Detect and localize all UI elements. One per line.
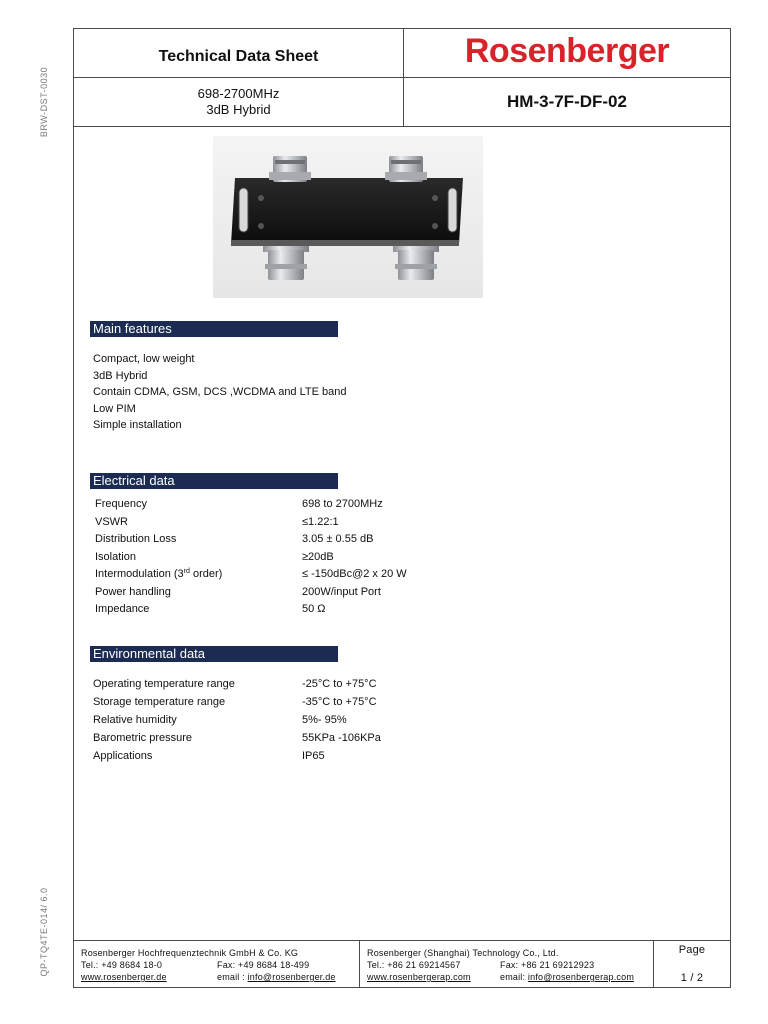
row-label: Applications: [93, 750, 153, 762]
row-label: Distribution Loss: [95, 533, 177, 545]
website-link[interactable]: www.rosenbergerap.com: [367, 972, 471, 982]
row-label: Frequency: [95, 498, 147, 510]
email-link[interactable]: info@rosenbergerap.com: [527, 972, 635, 982]
document-code-bottom: QP-TQ4TE-014/ 6.0: [39, 887, 49, 977]
feature-item: Compact, low weight: [93, 353, 195, 365]
web-line: [367, 971, 653, 983]
feature-item: Contain CDMA, GSM, DCS ,WCDMA and LTE band: [93, 386, 347, 398]
frequency-range: 698-2700MHz: [197, 86, 280, 101]
row-value: -35°C to +75°C: [302, 696, 377, 708]
row-label: Relative humidity: [93, 714, 177, 726]
row-value: -25°C to +75°C: [302, 678, 377, 690]
row-label: [95, 566, 222, 584]
feature-item: Low PIM: [93, 402, 136, 415]
email-link[interactable]: info@rosenberger.de: [247, 972, 336, 982]
email-label: email:: [500, 972, 528, 982]
row-label: Barometric pressure: [93, 732, 193, 744]
telephone: Tel.: +49 8684 18-0: [81, 960, 163, 970]
row-value: 200W/input Port: [302, 585, 381, 598]
company-name: Rosenberger Hochfrequenztechnik GmbH & Co. KG: [81, 948, 299, 958]
row-label: Operating temperature range: [93, 678, 235, 690]
email-line: [500, 971, 634, 983]
web-line: [81, 971, 359, 983]
row-value: 5%- 95%: [302, 714, 347, 726]
electrical-data-heading: Electrical data: [90, 473, 338, 489]
row-value: 50 Ω: [302, 603, 326, 615]
sheet-header: [74, 29, 730, 127]
sheet-footer: [74, 940, 730, 988]
feature-item: 3dB Hybrid: [93, 369, 148, 382]
row-label: Storage temperature range: [93, 696, 226, 708]
row-label: Power handling: [95, 585, 171, 598]
hybrid-coupler-photo: [213, 136, 483, 298]
page-number: 1 / 2: [680, 972, 704, 984]
label-text: Intermodulation (3: [95, 568, 184, 580]
footer-china: [360, 941, 654, 988]
email-label: email :: [217, 972, 248, 982]
company-name: Rosenberger (Shanghai) Technology Co., Ltd.: [367, 948, 559, 958]
telephone: Tel.: +86 21 69214567: [367, 960, 461, 970]
row-value: ≥20dB: [302, 550, 334, 563]
row-value: 698 to 2700MHz: [302, 498, 383, 510]
label-text: order): [189, 568, 223, 580]
environmental-data-heading: Environmental data: [90, 646, 338, 662]
footer-germany: [74, 941, 360, 988]
main-features-heading: Main features: [90, 321, 338, 337]
fax: Fax: +49 8684 18-499: [217, 960, 310, 970]
contact-line: [81, 959, 359, 971]
product-type: 3dB Hybrid: [206, 102, 271, 117]
model-number: HM-3-7F-DF-02: [404, 78, 730, 127]
row-value: 55KPa -106KPa: [302, 732, 381, 744]
main-features-list: [93, 351, 347, 434]
document-code-top: BRW-DST-0030: [39, 66, 49, 138]
row-label: Isolation: [95, 550, 136, 563]
contact-line: [367, 959, 653, 971]
row-value: ≤ -150dBc@2 x 20 W: [302, 568, 407, 580]
row-value: 3.05 ± 0.55 dB: [302, 533, 374, 545]
page-info: [654, 941, 730, 988]
row-value: ≤1.22:1: [302, 515, 339, 528]
brand-logo: Rosenberger: [404, 29, 730, 78]
page-label: Page: [678, 944, 706, 956]
row-label: Impedance: [95, 603, 150, 615]
sheet-title: Technical Data Sheet: [74, 29, 404, 78]
ordinal-suffix: rd: [183, 568, 190, 575]
row-value: IP65: [302, 750, 325, 762]
feature-item: Simple installation: [93, 419, 182, 431]
email-line: [217, 971, 336, 983]
row-label: VSWR: [95, 515, 128, 528]
fax: Fax: +86 21 69212923: [500, 960, 595, 970]
data-sheet: [73, 28, 731, 988]
product-summary: [74, 78, 404, 127]
website-link[interactable]: www.rosenberger.de: [81, 972, 167, 982]
